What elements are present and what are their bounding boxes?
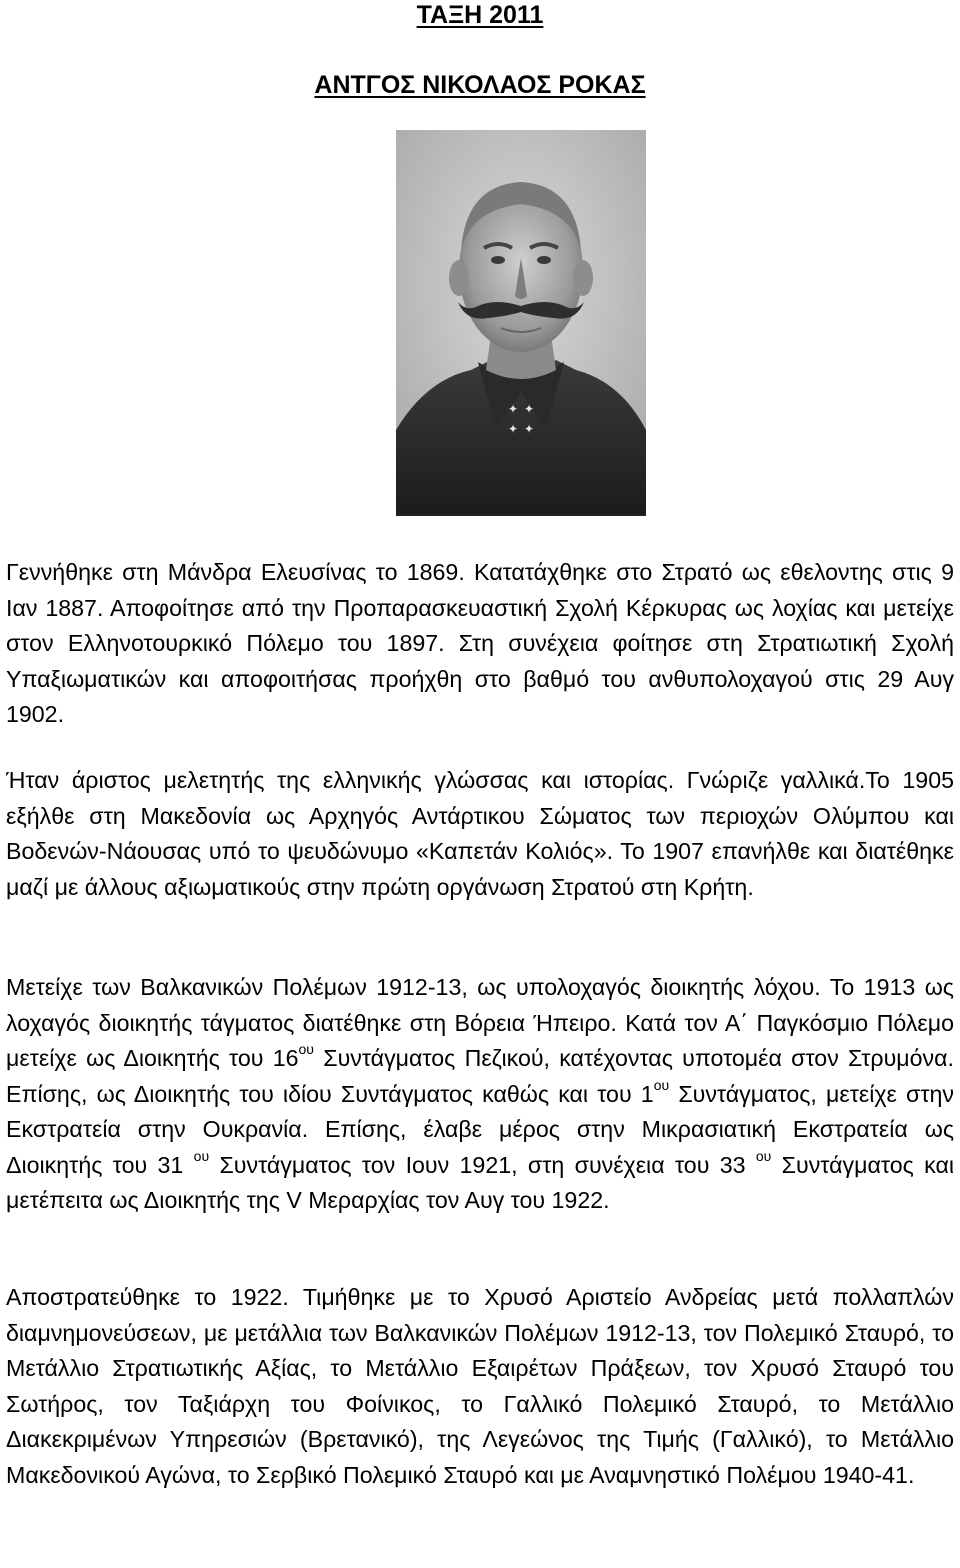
text-segment: Μετείχε των Βαλκανικών Πολέμων 1912-13, ως υπολοχαγός διοικητής λόχου. Το 1913 ως λοχαγός διοικητής τάγματος διατέθηκε στη Βόρεια Ήπειρο. Κατά τον Α΄ Παγκόσμιο Πόλεμο μετείχε ως Διοικητής του 16 [6, 974, 954, 1071]
ordinal-suffix: ου [755, 1147, 772, 1164]
text-segment: Συντάγματος και μετέπειτα ως Διοικητής της V Μεραρχίας τον Αυγ του 1922. [6, 1151, 954, 1213]
text-segment: Συντάγματος Πεζικού, κατέχοντας υποτομέα στον Στρυμόνα. Επίσης, ως Διοικητής του ιδίου Συντάγματος καθώς και του 1 [6, 1045, 954, 1107]
portrait-photo [396, 130, 646, 516]
paragraph-biography-early: Γεννήθηκε στη Μάνδρα Ελευσίνας το 1869. Κατατάχθηκε στο Στρατό ως εθελοντης στις 9 Ιαν 1887. Αποφοίτησε από την Προπαρασκευαστική Σχολή Κέρκυρας ως λοχίας και μετείχε στον Ελληνοτουρκικό Πόλεμο του 1897. Στη συνέχεια φοίτησε στη Στρατιωτική Σχολή Υπαξιωματικών και αποφοιτήσας προήχθη στο βαθμό του ανθυπολοχαγού στις 29 Αυγ 1902. [6, 559, 954, 727]
ordinal-suffix: ου [653, 1076, 670, 1093]
ordinal-suffix: ου [298, 1041, 314, 1058]
paragraph-retirement-honors: Αποστρατεύθηκε το 1922. Τιμήθηκε με το Χρυσό Αριστείο Ανδρείας μετά πολλαπλών διαμνημονεύσεων, με μετάλλια των Βαλκανικών Πολέμων 1912-13, τον Πολεμικό Σταυρό, το Μετάλλιο Στρατιωτικής Αξίας, το Μετάλλιο Εξαιρέτων Πράξεων, τον Χρυσό Σταυρό του Σωτήρος, τον Ταξιάρχη του Φοίνικος, το Γαλλικό Πολεμικό Σταυρό, το Μετάλλιο Διακεκριμένων Υπηρεσιών (Βρετανικό), της Λεγεώνος της Τιμής (Γαλλικό), το Μετάλλιο Μακεδονικού Αγώνα, το Σερβικό Πολεμικό Σταυρό και με Αναμνηστικό Πολέμου 1940-41. [6, 1284, 954, 1488]
paragraph-macedonian-struggle: Ήταν άριστος μελετητής της ελληνικής γλώσσας και ιστορίας. Γνώριζε γαλλικά.Το 1905 εξήλθε στη Μακεδονία ως Αρχηγός Αντάρτικου Σώματος των περιοχών Ολύμπου και Βοδενών-Νάουσας υπό το ψευδώνυμο «Καπετάν Κολιός». Το 1907 επανήλθε και διατέθηκε μαζί με άλλους αξιωματικούς στην πρώτη οργάνωση Στρατού στη Κρήτη. [6, 767, 954, 900]
class-title: ΤΑΞΗ 2011 [416, 1, 544, 29]
text-segment: Συντάγματος, μετείχε στην Εκστρατεία στην Ουκρανία. Επίσης, έλαβε μέρος στην Μικρασιατική Εκστρατεία ως Διοικητής του 31 [6, 1080, 955, 1178]
svg-text:✦: ✦ [508, 402, 519, 416]
text-segment: Συντάγματος τον Ιουν 1921, στη συνέχεια του 33 [209, 1151, 756, 1178]
svg-text:✦: ✦ [508, 422, 519, 436]
svg-text:✦: ✦ [524, 402, 535, 416]
paragraph-wars [6, 970, 954, 1219]
person-name: ΑΝΤΓΟΣ ΝΙΚΟΛΑΟΣ ΡΟΚΑΣ [314, 71, 646, 99]
svg-text:✦: ✦ [524, 422, 535, 436]
ordinal-suffix: ου [193, 1147, 210, 1164]
